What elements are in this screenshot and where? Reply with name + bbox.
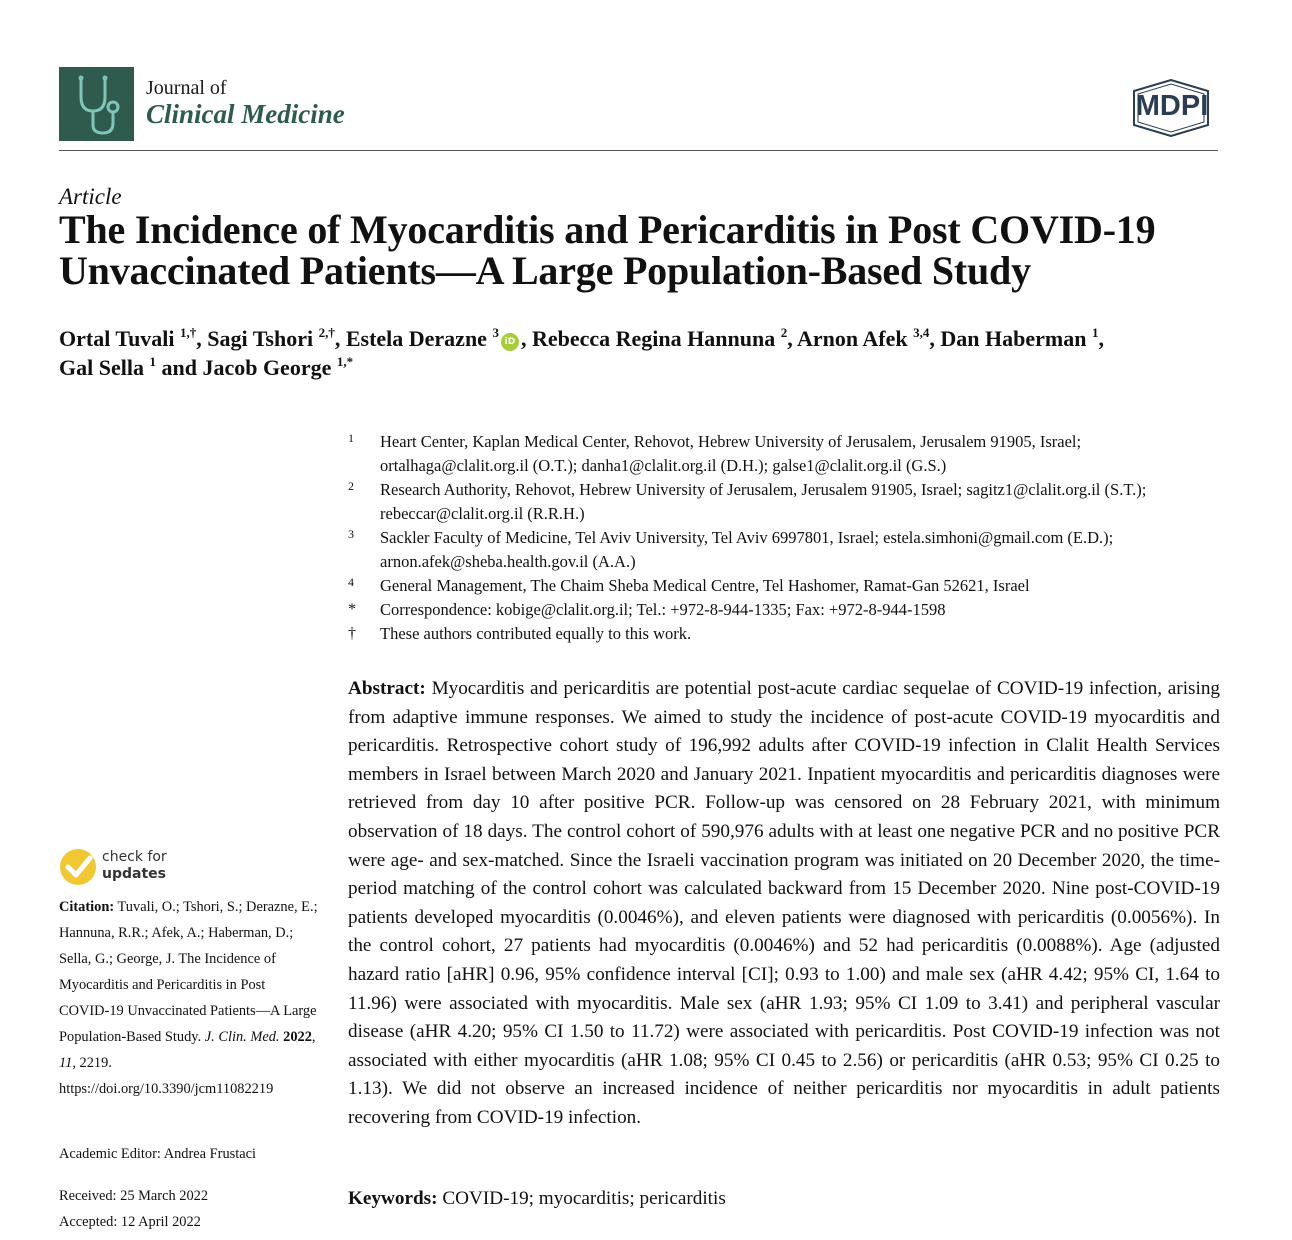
affiliation-text: Correspondence: kobige@clalit.org.il; Tel.: +972-8-944-1335; Fax: +972-8-944-1598 <box>380 600 946 619</box>
citation-year: 2022 <box>283 1029 312 1045</box>
author-affiliation-mark: 2,† <box>318 324 335 340</box>
citation: Citation: Tuvali, O.; Tshori, S.; Derazne, E.; Hannuna, R.R.; Afek, A.; Haberman, D.; Sella, G.; George, J. The Incidence of Myocarditis and Pericarditis in Post COVID-19 Unvaccinated Patients—A Large Population-Based Study. J. Clin. Med. 2022, 11, 2219. https://doi.org/10.3390/jcm11082219 <box>59 899 318 1097</box>
publisher-name: MDPI <box>1135 90 1209 122</box>
check-updates-label-bold[interactable]: updates <box>102 866 166 882</box>
affiliation-text: Research Authority, Rehovot, Hebrew University of Jerusalem, Jerusalem 91905, Israel; sagitz1@clalit.org.il (S.T.); rebeccar@clalit.org.il (R.R.H.) <box>380 480 1147 523</box>
affiliation-item <box>345 574 1225 598</box>
author-name[interactable]: Gal Sella <box>59 355 150 380</box>
author-name[interactable]: Sagi Tshori <box>207 326 319 351</box>
stethoscope-icon <box>59 67 134 141</box>
author-affiliation-mark: 1 <box>1091 324 1099 340</box>
abstract-label: Abstract: <box>348 678 426 699</box>
affiliation-mark: 4 <box>348 575 354 589</box>
affiliation-item <box>345 430 1225 478</box>
affiliations <box>345 430 1225 646</box>
affiliation-text: Heart Center, Kaplan Medical Center, Rehovot, Hebrew University of Jerusalem, Jerusalem 91905, Israel; ortalhaga@clalit.org.il (O.T.); danha1@clalit.org.il (D.H.); galse1@clalit.org.il (G.S.) <box>380 432 1082 475</box>
citation-label: Citation: <box>59 899 115 915</box>
citation-journal: J. Clin. Med. <box>204 1029 280 1045</box>
affiliation-text: These authors contributed equally to this work. <box>380 624 692 643</box>
affiliation-item <box>345 526 1225 574</box>
author-affiliation-mark: 1,† <box>180 324 197 340</box>
affiliation-item <box>345 478 1225 526</box>
affiliation-item <box>345 622 1225 646</box>
author-affiliation-mark: 2 <box>780 324 788 340</box>
author-affiliation-mark: 1 <box>149 353 156 369</box>
mdpi-logo[interactable] <box>1124 79 1218 137</box>
journal-logo[interactable] <box>59 67 134 141</box>
author-name[interactable]: Jacob George <box>202 355 337 380</box>
check-for-updates-button[interactable] <box>59 848 97 886</box>
author-name[interactable]: Arnon Afek <box>797 326 914 351</box>
author-name[interactable]: Dan Haberman <box>940 326 1092 351</box>
author-affiliation-mark: 3 <box>492 324 499 340</box>
abstract <box>348 675 1220 1133</box>
author-list: Ortal Tuvali $^{1,\dagger}$, Sagi Tshori $^{2,\dagger}$, Estela Derazne $^3$iD , Rebecca Regina Hannuna $^2$, Arnon Afek $^{3,4}$, Dan Haberman $^1$, Gal Sella $^1$ and Jacob George $^{1,*}$ <box>59 324 1104 380</box>
affiliation-mark: * <box>348 601 356 618</box>
keywords-text: COVID-19; myocarditis; pericarditis <box>442 1188 726 1209</box>
received-date: Received: 25 March 2022 <box>59 1188 209 1204</box>
affiliation-text: General Management, The Chaim Sheba Medical Centre, Tel Hashomer, Ramat-Gan 52621, Israel <box>380 576 1030 595</box>
journal-name-prefix: Journal of <box>146 77 227 99</box>
author-affiliation-mark: 1,* <box>336 353 354 369</box>
keywords <box>348 1188 726 1210</box>
affiliation-mark: † <box>348 625 356 642</box>
citation-text: Tuvali, O.; Tshori, S.; Derazne, E.; Hannuna, R.R.; Afek, A.; Haberman, D.; Sella, G.; George, J. The Incidence of Myocarditis and Pericarditis in Post COVID-19 Unvaccinated Patients—A Large Population-Based Study. <box>59 899 318 1045</box>
academic-editor: Academic Editor: Andrea Frustaci <box>59 1146 257 1162</box>
check-updates-label[interactable]: check for <box>102 849 167 865</box>
abstract-text: Myocarditis and pericarditis are potential post-acute cardiac sequelae of COVID-19 infection, arising from adaptive immune responses. We aimed to study the incidence of post-acute COVID-19 myocarditis and pericarditis. Retrospective cohort study of 196,992 adults after COVID-19 infection in Clalit Health Services members in Israel between March 2020 and January 2021. Inpatient myocarditis and pericarditis diagnoses were retrieved from day 10 after positive PCR. Follow-up was censored on 28 February 2021, with minimum observation of 18 days. The control cohort of 590,976 adults with at least one negative PCR and no positive PCR were age- and sex-matched. Since the Israeli vaccination program was initiated on 20 December 2020, the time-period matching of the control cohort was calculated backward from 15 December 2020. Nine post-COVID-19 patients developed myocarditis (0.0046%), and eleven patients were diagnosed with pericarditis (0.0056%). In the control cohort, 27 patients had myocarditis (0.0046%) and 52 had pericarditis (0.0088%). Age (adjusted hazard ratio [aHR] 0.96, 95% confidence interval [CI]; 0.93 to 1.00) and male sex (aHR 4.42; 95% CI, 1.64 to 11.96) were associated with myocarditis. Male sex (aHR 1.93; 95% CI 1.09 to 3.41) and peripheral vascular disease (aHR 4.20; 95% CI 1.50 to 11.72) were associated with pericarditis. Post COVID-19 infection was not associated with either myocarditis (aHR 1.08; 95% CI 0.45 to 2.56) or pericarditis (aHR 0.53; 95% CI 0.25 to 1.13). We did not observe an increased incidence of neither pericarditis nor myocarditis in adult patients recovering from COVID-19 infection. <box>348 678 1221 1128</box>
orcid-icon[interactable]: iD <box>501 333 519 351</box>
accepted-date: Accepted: 12 April 2022 <box>59 1214 201 1230</box>
affiliation-mark: 2 <box>348 479 354 493</box>
checkmark-badge-icon <box>59 848 97 886</box>
citation-volume: 11 <box>59 1055 73 1071</box>
paper-title: The Incidence of Myocarditis and Pericarditis in Post COVID-19 Unvaccinated Patients—A Large Population-Based Study <box>59 207 1156 293</box>
author-name[interactable]: Estela Derazne <box>345 326 493 351</box>
affiliation-mark: 1 <box>348 431 354 445</box>
header-divider <box>59 150 1218 151</box>
article-type: Article <box>59 184 122 209</box>
author-name[interactable]: Ortal Tuvali <box>59 326 181 351</box>
keywords-label: Keywords: <box>348 1188 438 1209</box>
affiliation-text: Sackler Faculty of Medicine, Tel Aviv University, Tel Aviv 6997801, Israel; estela.simhoni@gmail.com (E.D.); arnon.afek@sheba.health.gov.il (A.A.) <box>380 528 1114 571</box>
citation-doi[interactable]: , 2219. https://doi.org/10.3390/jcm11082219 <box>59 1055 274 1097</box>
author-name[interactable]: Rebecca Regina Hannuna <box>531 326 781 351</box>
affiliation-item <box>345 598 1225 622</box>
author-affiliation-mark: 3,4 <box>913 324 930 340</box>
affiliation-mark: 3 <box>348 527 354 541</box>
journal-name[interactable]: Clinical Medicine <box>146 99 345 129</box>
